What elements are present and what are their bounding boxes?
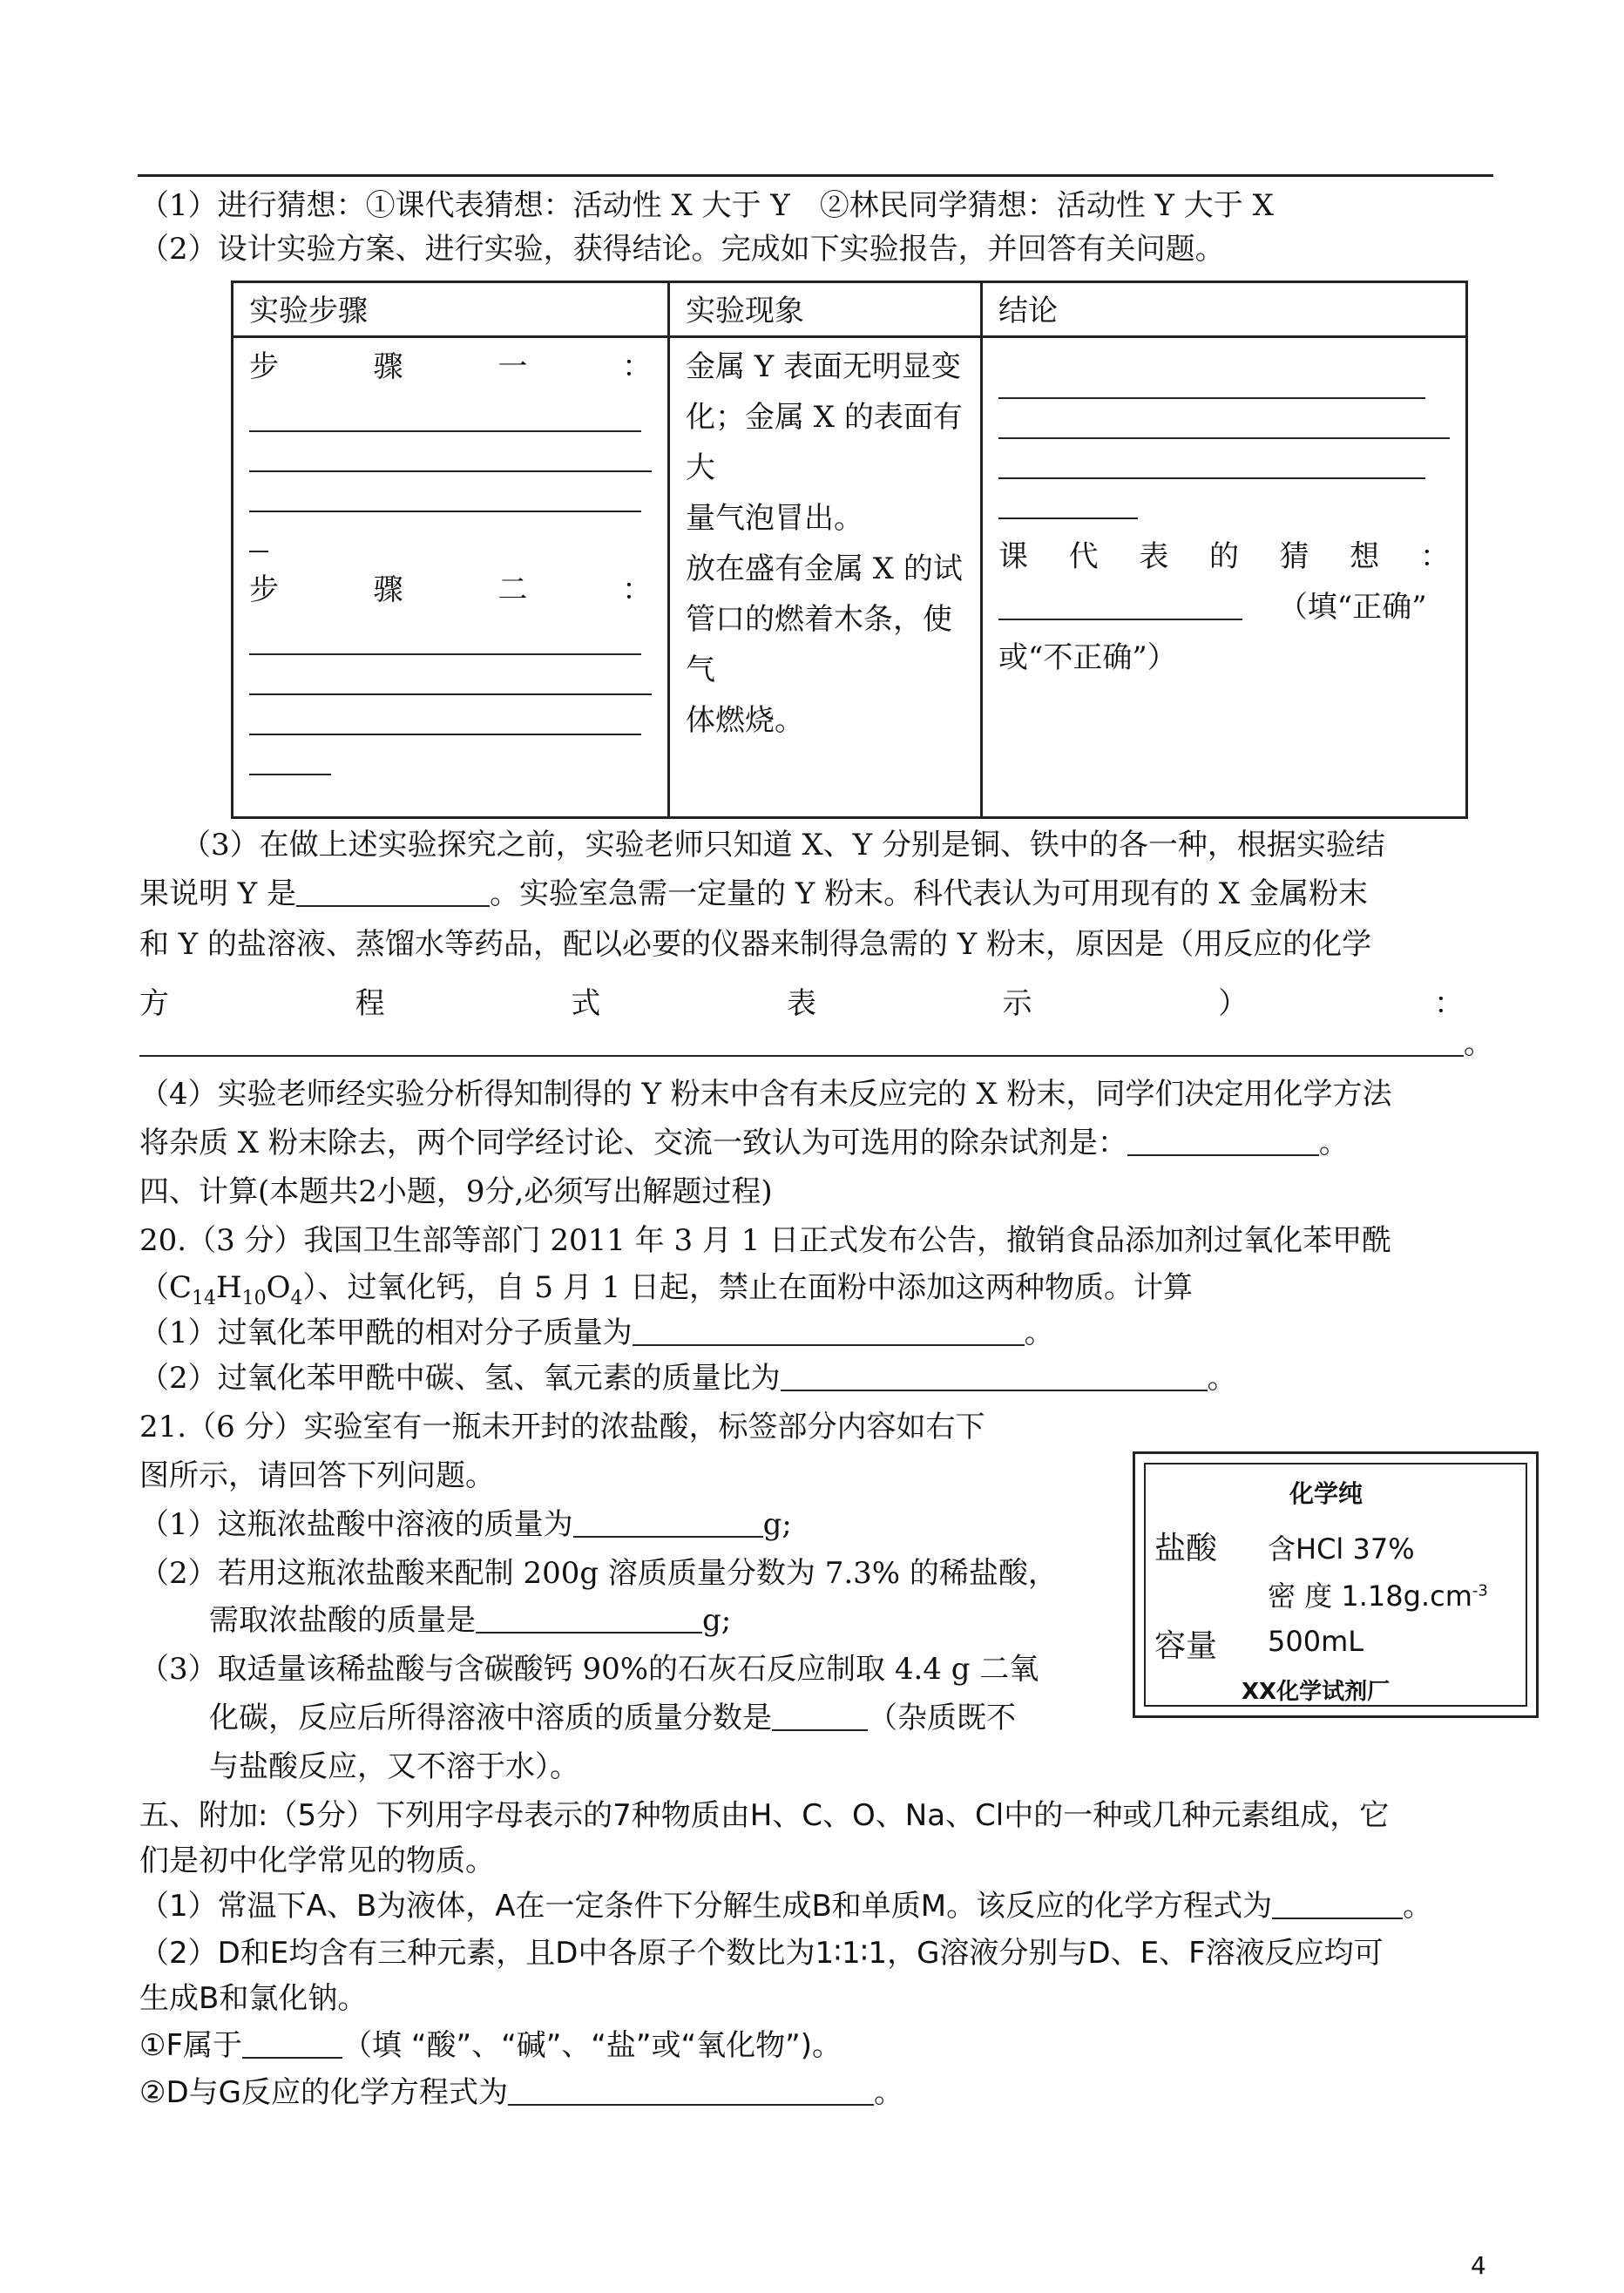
concl-or-line: 或“不正确”） [998,640,1177,675]
step1-blank-4[interactable] [249,524,268,552]
q19-part4-line2: 将杂质 X 粉末除去，两个同学经讨论、交流一致认为可选用的除杂试剂是： 。 [139,1126,1349,1160]
sec5-q1: （1）常温下A、B为液体，A在一定条件下分解生成B和单质M。该反应的化学方程式为 。 [139,1889,1433,1924]
step2-blank-3[interactable] [249,707,641,735]
q19-part3-line5: 。 [139,1028,1493,1060]
label-capacity: 500mL [1268,1625,1364,1658]
concl-fill-line: （填“正确” [998,582,1450,632]
y-metal-blank[interactable] [296,879,490,907]
label-name: 盐酸 [1154,1531,1218,1566]
q19-part3-line3: 和 Y 的盐溶液、蒸馏水等药品，配以必要的仪器来制得急需的 Y 粉末，原因是（用反应的化学 [139,927,1372,962]
q21-part2-line1: （2）若用这瓶浓盐酸来配制 200g 溶质质量分数为 7.3% 的稀盐酸， [139,1556,1058,1591]
obs-line-1: 金属 Y 表面无明显变 [686,349,962,384]
q20-part1: （1）过氧化苯甲酰的相对分子质量为 。 [139,1316,1054,1350]
obs-line-2: 化；金属 X 的表面有大 [686,400,963,485]
experiment-report-table [231,281,1468,819]
conclusion-cell [982,337,1467,818]
f-category-blank[interactable] [242,2031,342,2059]
q20-line1: 20.（3 分）我国卫生部等部门 2011 年 3 月 1 日正式发布公告，撤销食品添加剂过氧化苯甲酰 [139,1223,1392,1258]
q21-part3-line2: 化碳，反应后所得溶液中溶质的质量分数是 （杂质既不 [209,1701,1016,1735]
section5-title: 五、附加:（5分）下列用字母表示的7种物质由H、C、O、Na、Cl中的一种或几种元素组成，它 [139,1798,1390,1833]
mass-ratio-blank[interactable] [781,1363,1208,1391]
reagent-label [1133,1451,1539,1718]
concl-blank-3[interactable] [998,451,1425,479]
fraction-blank[interactable] [772,1703,868,1731]
solution-mass-blank[interactable] [573,1510,763,1538]
step2-blank-4[interactable] [249,747,331,775]
q19-part2: （2）设计实验方案、进行实验，获得结论。完成如下实验报告，并回答有关问题。 [139,232,1225,267]
acid-mass-blank[interactable] [476,1606,702,1634]
molar-mass-blank[interactable] [633,1318,1025,1346]
decomp-eq-blank[interactable] [1272,1891,1403,1919]
label-maker: XX化学试剂厂 [1242,1679,1391,1705]
sec5-sub2: ②D与G反应的化学方程式为 。 [139,2075,904,2110]
step2-blank-1[interactable] [249,627,641,655]
reagent-blank[interactable] [1127,1128,1319,1156]
step1-blank-2[interactable] [249,444,652,472]
label-density: 密 度 $1.18g.cm^{-3}$ [1268,1579,1488,1613]
phenomena-cell [669,337,982,818]
q19-part4-line1: （4）实验老师经实验分析得知制得的 Y 粉末中含有未反应完的 X 粉末，同学们决定用化学方法 [139,1077,1392,1112]
dg-eq-blank[interactable] [508,2078,874,2106]
label-title: 化学纯 [1289,1479,1363,1508]
page-number: 4 [1471,2251,1486,2280]
q21-part2-line2: 需取浓盐酸的质量是 g; [209,1603,732,1638]
label-capacity-label: 容量 [1154,1628,1218,1664]
concl-kdb-label: 课 代 表 的 猜 想 ： [998,539,1450,574]
obs-line-5: 管口的燃着木条，使气 [686,602,952,687]
step2-blank-2[interactable] [249,667,652,695]
q19-part1: （1）进行猜想：①课代表猜想：活动性 X 大于 Y ②林民同学猜想：活动性 Y 大于 X [139,188,1274,223]
q19-part3-line2: 果说明 Y 是 。实验室急需一定量的 Y 粉末。科代表认为可用现有的 X 金属粉末 [139,876,1368,911]
step2-label: 步 骤 二 ： [249,572,652,607]
q20-line2: $(C_{14}H_{10}O_4)$、过氧化钙，自 5 月 1 日起，禁止在面粉中添加这两种物质。计算 [139,1270,1194,1309]
q19-part3-line1: （3）在做上述实验探究之前，实验老师只知道 X、Y 分别是铜、铁中的各一种，根据实验结 [181,828,1385,862]
concl-blank-1[interactable] [998,371,1425,399]
step1-blank-3[interactable] [249,484,641,512]
concl-blank-2[interactable] [998,411,1450,439]
q21-part3-line3: 与盐酸反应，又不溶于水）。 [209,1749,579,1784]
equation-blank[interactable] [139,1029,1464,1057]
q21-part3-line1: （3）取适量该稀盐酸与含碳酸钙 90%的石灰石反应制取 4.4 g 二氧 [139,1652,1039,1687]
obs-line-6: 体燃烧。 [686,703,804,738]
step1-label: 步 骤 一 ： [249,349,652,384]
concl-guess-blank[interactable] [998,592,1242,620]
q21-line1: 21.（6 分）实验室有一瓶未开封的浓盐酸，标签部分内容如右下 [139,1410,985,1444]
section5-title-2: 们是初中化学常见的物质。 [139,1843,495,1878]
q21-line2: 图所示，请回答下列问题。 [139,1458,495,1493]
label-content: 含HCl 37% [1268,1532,1415,1566]
sec5-sub1: ①F属于 （填 “酸”、“碱”、“盐”或“氧化物”)。 [139,2028,842,2063]
sec5-q2-line1: （2）D和E均含有三种元素，且D中各原子个数比为1∶1∶1，G溶液分别与D、E、F溶液反应均可 [139,1936,1384,1971]
step1-blank-1[interactable] [249,404,641,432]
col-header-conclusion: 结论 [982,282,1467,337]
col-header-steps: 实验步骤 [233,282,669,337]
obs-line-3: 量气泡冒出。 [686,501,863,536]
header-rule [138,174,1493,177]
steps-cell [233,337,669,818]
q21-part1: （1）这瓶浓盐酸中溶液的质量为 g; [139,1507,792,1542]
obs-line-4: 放在盛有金属 X 的试 [686,551,963,586]
q19-part3-line4: 方 程 式 表 示 ） ： [139,986,1464,1021]
concl-blank-4[interactable] [998,491,1138,519]
sec5-q2-line2: 生成B和氯化钠。 [139,1981,368,2016]
col-header-phenomena: 实验现象 [669,282,982,337]
q20-part2: （2）过氧化苯甲酰中碳、氢、氧元素的质量比为 。 [139,1361,1237,1396]
section4-title: 四、计算(本题共2小题，9分,必须写出解题过程) [139,1174,773,1209]
